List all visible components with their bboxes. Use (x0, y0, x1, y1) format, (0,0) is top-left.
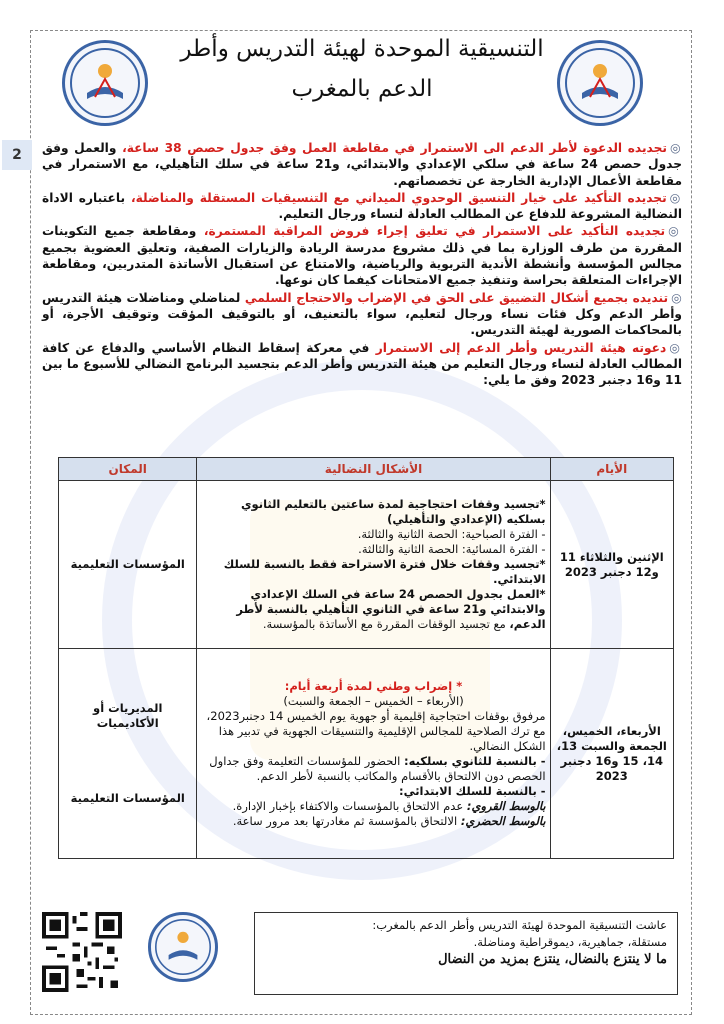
demand-item (42, 190, 682, 223)
demand-text: في معركة إسقاط النظام الأساسي والدفاع عن كافة المطالب العادلة لنساء ورجال التعليم من هيئة التدريس وأطر الدعم بتجسيد البرنامج النضالي للأسبوع ما بين 11 و16 دجنبر 2023 وفق ما يلي: (42, 340, 682, 388)
row2-form-label: - بالنسبة للسلك الابتدائي: (399, 783, 546, 798)
row1-place: المؤسسات التعليمية (59, 481, 197, 649)
header-forms: الأشكال النضالية (197, 458, 550, 481)
document-title: التنسيقية الموحدة لهيئة التدريس وأطر (180, 36, 544, 62)
footer-box (254, 912, 678, 995)
row1-form-item: - الفترة المسائية: الحصة الثانية والثالثة. (358, 542, 546, 556)
row1-form-item: *تجسيد وقفات احتجاجية لمدة ساعتين بالتعليم الثانوي بسلكيه (الإعدادي والتأهيلي) (241, 497, 546, 526)
row1-forms (197, 481, 550, 649)
table-row (59, 481, 674, 649)
row2-strike-title: * إضراب وطني لمدة أربعة أيام: (284, 678, 463, 693)
row1-form-item: - الفترة الصباحية: الحصة الثانية والثالثة. (357, 527, 546, 541)
row2-strike-days: (الأربعاء – الخميس – الجمعة والسبت) (283, 693, 464, 708)
logo-emblem-icon (560, 43, 640, 123)
row2-form-label: - بالنسبة للثانوي بسلكيه: (404, 753, 546, 768)
table-row (59, 649, 674, 859)
footer-line: عاشت التنسيقية الموحدة لهيئة التدريس وأطر الدعم بالمغرب: (372, 918, 667, 932)
organization-logo-left (62, 40, 148, 126)
row1-form-item: *العمل بجدول الحصص 24 ساعة في السلك الإعدادي والابتدائي و21 ساعة في الثانوي التأهيلي بالنسبة لأطر الدعم، (236, 587, 546, 631)
row2-place (59, 649, 197, 859)
qr-code (42, 912, 122, 992)
page-number: 2 (2, 140, 32, 170)
demands-list (42, 140, 682, 389)
stamp-logo (148, 912, 218, 982)
header-place: المكان (59, 458, 197, 481)
table-header-row (59, 458, 674, 481)
footer-line: مستقلة، جماهيرية، ديموقراطية ومناضلة. (473, 935, 667, 949)
row1-form-item: مع تجسيد الوقفات المقررة مع الأساتذة بالمؤسسة. (262, 617, 510, 631)
demand-highlight: تنديده بجميع أشكال التضييق على الحق في الإضراب والاحتجاج السلمي (244, 290, 669, 305)
row2-form-label: بالوسط القروي: (466, 798, 546, 813)
demand-highlight: تجديده التأكيد على خيار التنسيق الوحدوي الميداني مع التنسيقيات المستقلة والمناضلة، (130, 190, 667, 205)
logo-emblem-icon (151, 915, 215, 979)
demand-text: والعمل وفق جدول حصص 24 ساعة في سلكي الإعدادي والابتدائي، و21 ساعة في سلك التأهيلي، مع الاستمرار في مقاطعة الأعمال الإدارية الخارجة عن تخصصاتهم. (42, 141, 682, 188)
row2-place-1: المديريات أو الأكاديميات (93, 701, 163, 730)
bullet-icon: ◎ (669, 340, 682, 355)
bullet-icon: ◎ (668, 224, 682, 239)
bullet-icon: ◎ (669, 141, 682, 155)
organization-logo-right (557, 40, 643, 126)
header-days: الأيام (550, 458, 673, 481)
demand-item (42, 223, 682, 288)
row2-form-item: عدم الالتحاق بالمؤسسات والاكتفاء بإخبار الإدارة. (232, 798, 467, 813)
demand-item (42, 140, 682, 189)
row2-place-2: المؤسسات التعليمية (70, 791, 185, 805)
action-schedule-table (58, 457, 674, 859)
footer-slogan: ما لا ينتزع بالنضال، ينتزع بمزيد من النضال (438, 952, 667, 967)
row2-form-item: مرفوق بوقفات احتجاجية إقليمية أو جهوية يوم الخميس 14 دجنبر2023، مع ترك الصلاحية للمجالس الإقليمية والتنسيقات الجهوية في تدبير هذا الشكل النضالي. (206, 708, 546, 753)
logo-emblem-icon (65, 43, 145, 123)
demand-text: باعتباره الاداة النضالية المشروعة للدفاع عن المطالب العادلة لنساء ورجال التعليم. (42, 190, 682, 222)
row2-forms (197, 649, 550, 859)
document-subtitle: الدعم بالمغرب (291, 76, 433, 102)
row2-form-item: الالتحاق بالمؤسسة ثم مغادرتها بعد مرور ساعة. (232, 813, 461, 828)
demand-item (42, 340, 682, 389)
demand-text: ومقاطعة جميع التكوينات المقررة من طرف الوزارة بما في ذلك مشروع مدرسة الريادة والزيارات الصفية، وتعليق العضوية بجميع مجالس المؤسسة وأنشطة الأندية التربوية والرياضية، والامتناع عن استقبال الأساتذة المتدربين، ومقاطعة الإجراءات المتعلقة بحراسة وتنفيذ جميع الامتحانات كيفما كان نوعها. (42, 224, 682, 288)
row2-form-item: الحضور للمؤسسات التعليمة وفق جداول الحصص دون الالتحاق بالأقسام والمكاتب بالنسبة لأطر الدعم. (209, 753, 546, 783)
row1-form-item: *تجسيد وقفات خلال فترة الاستراحة فقط بالنسبة للسلك الابتدائي. (223, 557, 546, 586)
demand-text: لمناضلي ومناضلات هيئة التدريس وأطر الدعم وكل فئات نساء ورجال لتعليم، سواء بالتعنيف، أو بالتوقيف المؤقت وتوقيف الأجرة، أو بالمحاكمات الصورية لهيئة التدريس. (42, 290, 682, 338)
bullet-icon: ◎ (669, 190, 682, 205)
demand-highlight: تجديده الدعوة لأطر الدعم الى الاستمرار في مقاطعة العمل وفق جدول حصص 38 ساعة، (122, 141, 667, 155)
bullet-icon: ◎ (671, 290, 683, 305)
row2-days: الأربعاء، الخميس، الجمعة والسبت 13، 14، 15 و16 دجنبر 2023 (550, 649, 673, 859)
demand-highlight: تجديده التأكيد على الاستمرار في تعليق إجراء فروض المراقبة المستمرة، (203, 224, 666, 239)
demand-highlight: دعوته هيئة التدريس وأطر الدعم إلى الاستمرار (375, 340, 667, 355)
row2-form-label: بالوسط الحضري: (460, 813, 546, 828)
row1-days: الإثنين والثلاثاء 11 و12 دجنبر 2023 (550, 481, 673, 649)
demand-item (42, 290, 682, 339)
